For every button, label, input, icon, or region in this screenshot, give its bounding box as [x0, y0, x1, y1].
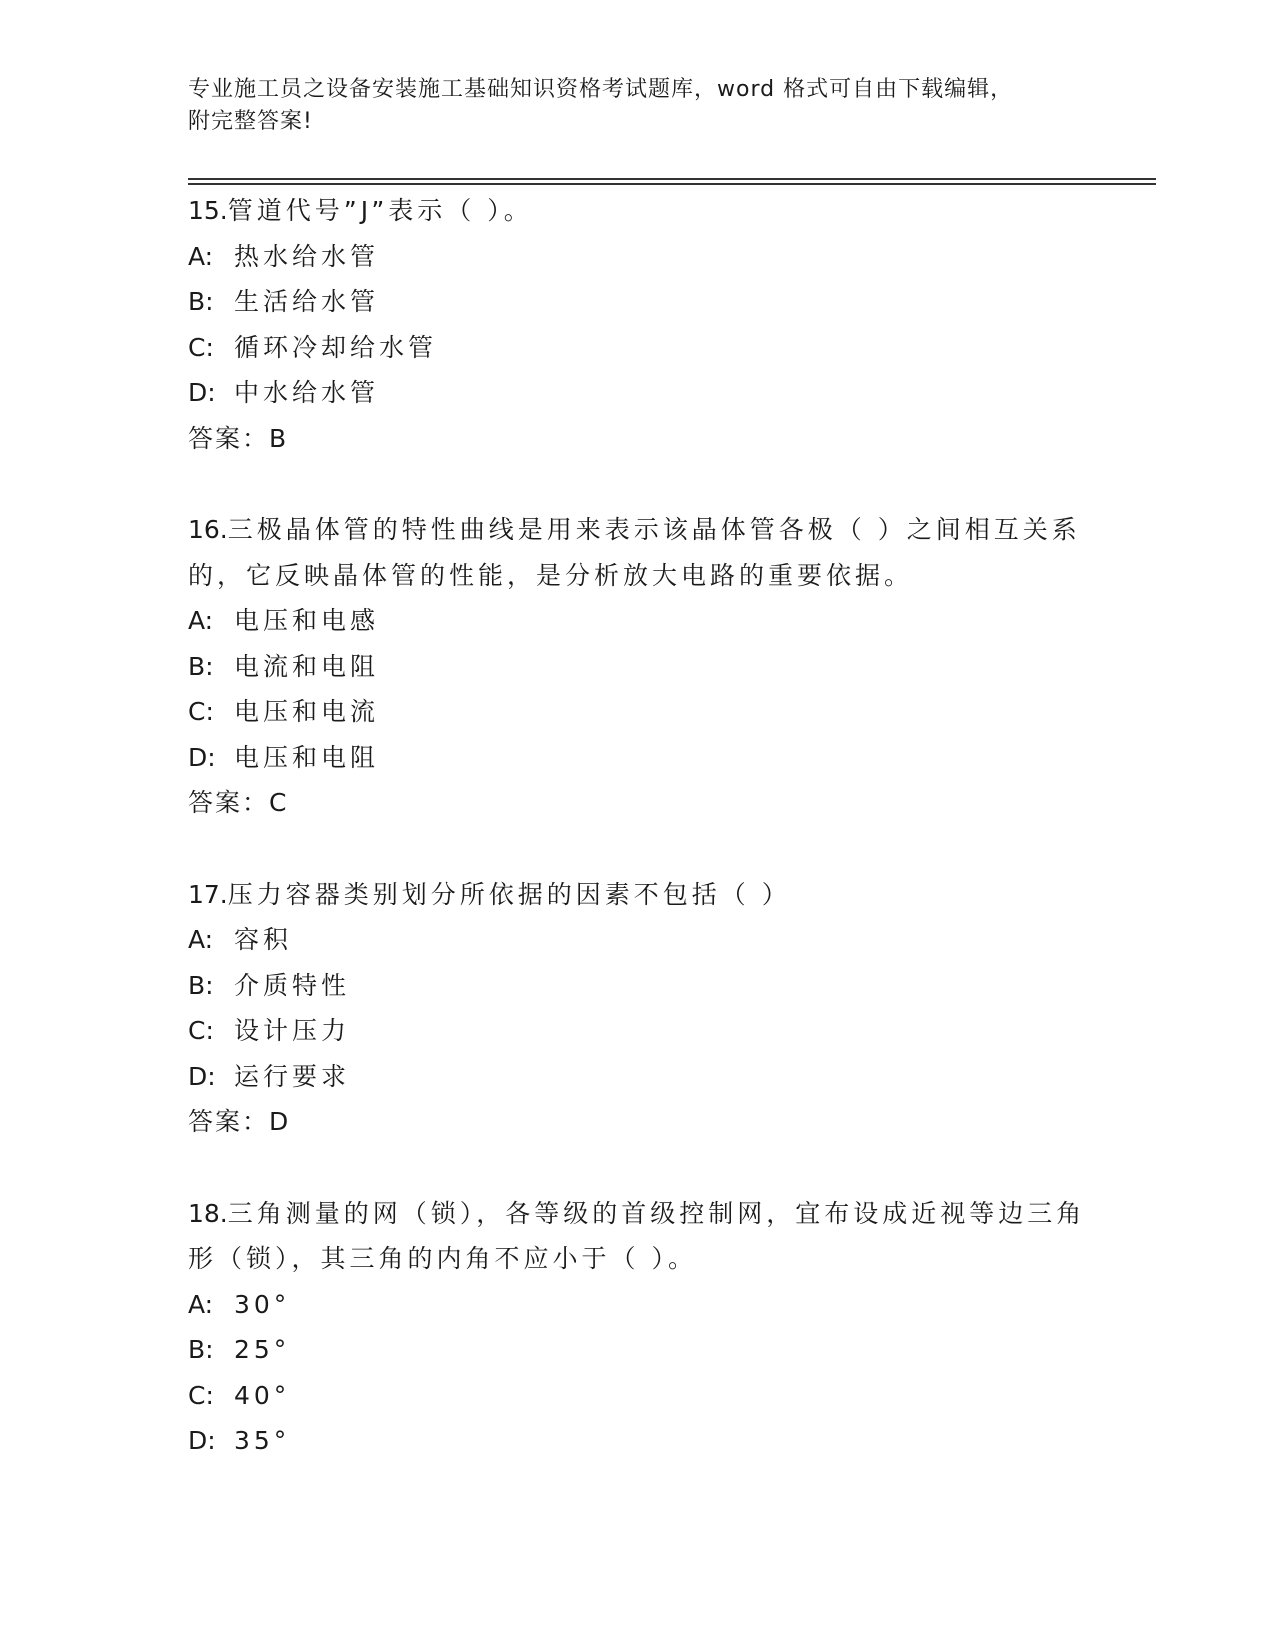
option-text: 生活给水管 [234, 287, 380, 316]
option-text: 介质特性 [234, 970, 351, 1000]
option-key: B: [188, 1335, 214, 1364]
option-c [188, 325, 1088, 371]
question-number: 18. [188, 1198, 228, 1228]
question-number: 17. [188, 879, 228, 909]
option-key: D: [188, 378, 216, 407]
option-b [188, 963, 1088, 1009]
question-stem [188, 872, 1088, 918]
question-18 [188, 1191, 1088, 1464]
option-key: A: [188, 606, 214, 635]
option-text: 设计压力 [234, 1016, 351, 1045]
page-header [188, 74, 1088, 138]
option-text: 运行要求 [234, 1061, 351, 1091]
question-spacer [188, 826, 1088, 872]
answer-line [188, 1099, 1088, 1145]
option-key: A: [188, 1289, 214, 1319]
option-b [188, 644, 1088, 690]
option-key: D: [188, 1061, 216, 1091]
option-b [188, 1327, 1088, 1373]
question-number: 16. [188, 515, 228, 544]
answer-value: C [269, 788, 289, 817]
option-text: 35° [234, 1426, 291, 1455]
option-key: D: [188, 742, 216, 772]
option-c [188, 689, 1088, 735]
option-text: 中水给水管 [234, 378, 380, 407]
question-15 [188, 188, 1088, 461]
option-d [188, 370, 1088, 416]
question-text: 三极晶体管的特性曲线是用来表示该晶体管各极（ ）之间相互关系的，它反映晶体管的性能，是分析放大电路的重要依据。 [188, 515, 1081, 590]
question-stem [188, 507, 1088, 598]
question-text: 管道代号”J”表示（ ）。 [227, 196, 533, 225]
option-text: 电压和电感 [234, 606, 380, 635]
option-key: C: [188, 1380, 214, 1410]
option-text: 热水给水管 [234, 241, 380, 271]
option-c [188, 1008, 1088, 1054]
question-text: 三角测量的网（锁），各等级的首级控制网，宜布设成近视等边三角形（锁），其三角的内角不应小于（ ）。 [188, 1198, 1086, 1273]
option-text: 电压和电阻 [234, 742, 380, 772]
option-a [188, 598, 1088, 644]
question-stem [188, 1191, 1088, 1282]
option-text: 容积 [234, 925, 293, 954]
answer-line [188, 416, 1088, 462]
option-d [188, 1054, 1088, 1100]
option-c [188, 1373, 1088, 1419]
answer-value: B [269, 423, 289, 453]
header-divider-top [188, 178, 1156, 180]
header-line-2: 附完整答案! [188, 109, 313, 134]
question-16 [188, 507, 1088, 826]
option-key: D: [188, 1426, 216, 1455]
option-text: 30° [234, 1289, 291, 1319]
answer-line [188, 780, 1088, 826]
option-b [188, 279, 1088, 325]
option-d [188, 735, 1088, 781]
option-key: B: [188, 970, 214, 1000]
option-key: A: [188, 925, 214, 954]
option-a [188, 1282, 1088, 1328]
header-line-1: 专业施工员之设备安装施工基础知识资格考试题库，word 格式可自由下载编辑， [188, 77, 1014, 102]
answer-label: 答案： [188, 1107, 270, 1136]
option-key: A: [188, 241, 214, 271]
option-text: 电压和电流 [234, 697, 380, 726]
option-a [188, 234, 1088, 280]
question-text: 压力容器类别划分所依据的因素不包括（ ） [227, 879, 791, 909]
option-text: 40° [234, 1380, 291, 1410]
option-key: C: [188, 1016, 214, 1045]
answer-label: 答案： [188, 423, 270, 453]
option-key: B: [188, 651, 214, 681]
option-text: 循环冷却给水管 [234, 332, 438, 362]
option-a [188, 917, 1088, 963]
question-spacer [188, 1145, 1088, 1191]
option-text: 电流和电阻 [234, 651, 380, 681]
question-17 [188, 872, 1088, 1145]
answer-label: 答案： [188, 788, 270, 817]
header-divider-bottom [188, 183, 1156, 185]
question-spacer [188, 461, 1088, 507]
question-number: 15. [188, 196, 228, 225]
question-stem [188, 188, 1088, 234]
option-key: C: [188, 697, 214, 726]
option-key: C: [188, 332, 214, 362]
question-list [188, 188, 1088, 1464]
option-text: 25° [234, 1335, 291, 1364]
option-d [188, 1418, 1088, 1464]
option-key: B: [188, 287, 214, 316]
answer-value: D [269, 1107, 291, 1136]
